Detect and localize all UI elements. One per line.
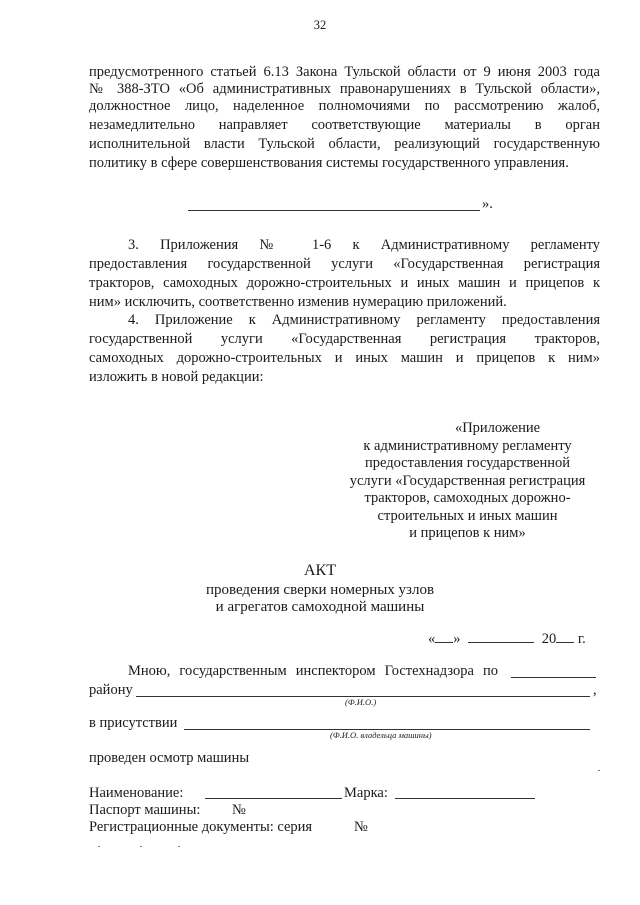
page-number: 32: [313, 18, 327, 32]
fio-caption: (Ф.И.О.): [345, 697, 377, 707]
text-line: предоставления государственной услуги «Государственная регистрация: [89, 256, 600, 272]
act-subtitle: проведения сверки номерных узлов: [205, 582, 435, 598]
year-prefix: 20: [541, 631, 557, 647]
district-label: району: [89, 682, 133, 698]
act-subtitle: и агрегатов самоходной машины: [215, 599, 425, 615]
owner-caption: (Ф.И.О. владельца машины): [330, 730, 432, 740]
day-blank[interactable]: [435, 630, 453, 643]
year-suffix: г.: [577, 631, 586, 647]
reg-docs-label: Регистрационные документы: серия: [89, 819, 313, 835]
scan-speck: [598, 770, 600, 771]
scan-speck: [98, 846, 100, 847]
appendix-line: строительных и иных машин: [377, 507, 558, 524]
text-line: 4. Приложение к Административному регламенту предоставления: [128, 312, 600, 328]
blank-underline: [188, 210, 480, 211]
act-title: АКТ: [304, 562, 336, 579]
text-line: самоходных дорожно-строительных и иных машин и прицепов к ним»: [89, 350, 600, 366]
inspection-text: проведен осмотр машины: [89, 750, 250, 766]
presence-label: в присутствии: [89, 715, 178, 731]
brand-blank[interactable]: [395, 798, 535, 799]
name-label: Наименование:: [89, 785, 184, 801]
text-line: исполнительной власти Тульской области, реализующий государственную: [89, 136, 600, 152]
inspector-district-blank[interactable]: [511, 677, 596, 678]
date-line: [428, 630, 586, 648]
text-line: изложить в новой редакции:: [89, 369, 264, 385]
brand-label: Марка:: [344, 785, 388, 801]
month-blank[interactable]: [468, 630, 534, 643]
text-line: незамедлительно направляет соответствующие материалы в орган: [89, 117, 600, 133]
date-close-quote: »: [453, 631, 461, 647]
scan-speck: [178, 846, 180, 847]
text-line: должностное лицо, наделенное полномочиями по рассмотрению жалоб,: [89, 98, 600, 114]
appendix-line: и прицепов к ним»: [409, 525, 526, 541]
passport-label: Паспорт машины:: [89, 802, 201, 818]
appendix-line: к административному регламенту: [363, 437, 572, 454]
appendix-line: «Приложение: [454, 420, 541, 436]
scan-speck: [140, 846, 142, 847]
passport-number-sign: №: [232, 802, 246, 818]
appendix-header: [330, 420, 605, 543]
reg-docs-number-sign: №: [354, 819, 368, 835]
appendix-line: тракторов, самоходных дорожно-: [364, 490, 571, 506]
text-line: тракторов, самоходных дорожно-строительных и иных машин и прицепов к: [89, 275, 600, 291]
date-open-quote: «: [428, 631, 436, 647]
district-comma: ,: [593, 682, 597, 698]
text-line: государственной услуги «Государственная регистрация тракторов,: [89, 331, 600, 347]
text-line: ним» исключить, соответственно изменив нумерацию приложений.: [89, 294, 507, 310]
closing-quote: ».: [482, 196, 493, 212]
text-line: предусмотренного статьей 6.13 Закона Тульской области от 9 июня 2003 года: [89, 64, 600, 80]
inspector-text: Мною, государственным инспектором Гостехнадзора по: [128, 663, 498, 679]
appendix-line: услуги «Государственная регистрация: [349, 472, 586, 489]
name-blank[interactable]: [205, 798, 342, 799]
appendix-line: предоставления государственной: [364, 455, 571, 471]
text-line: политику в сфере совершенствования системы государственного управления.: [89, 155, 569, 171]
year-blank[interactable]: [556, 630, 574, 643]
text-line: 3. Приложения № 1-6 к Административному регламенту: [128, 237, 600, 253]
text-line: № 388-ЗТО «Об административных правонарушениях в Тульской области»,: [89, 81, 600, 97]
